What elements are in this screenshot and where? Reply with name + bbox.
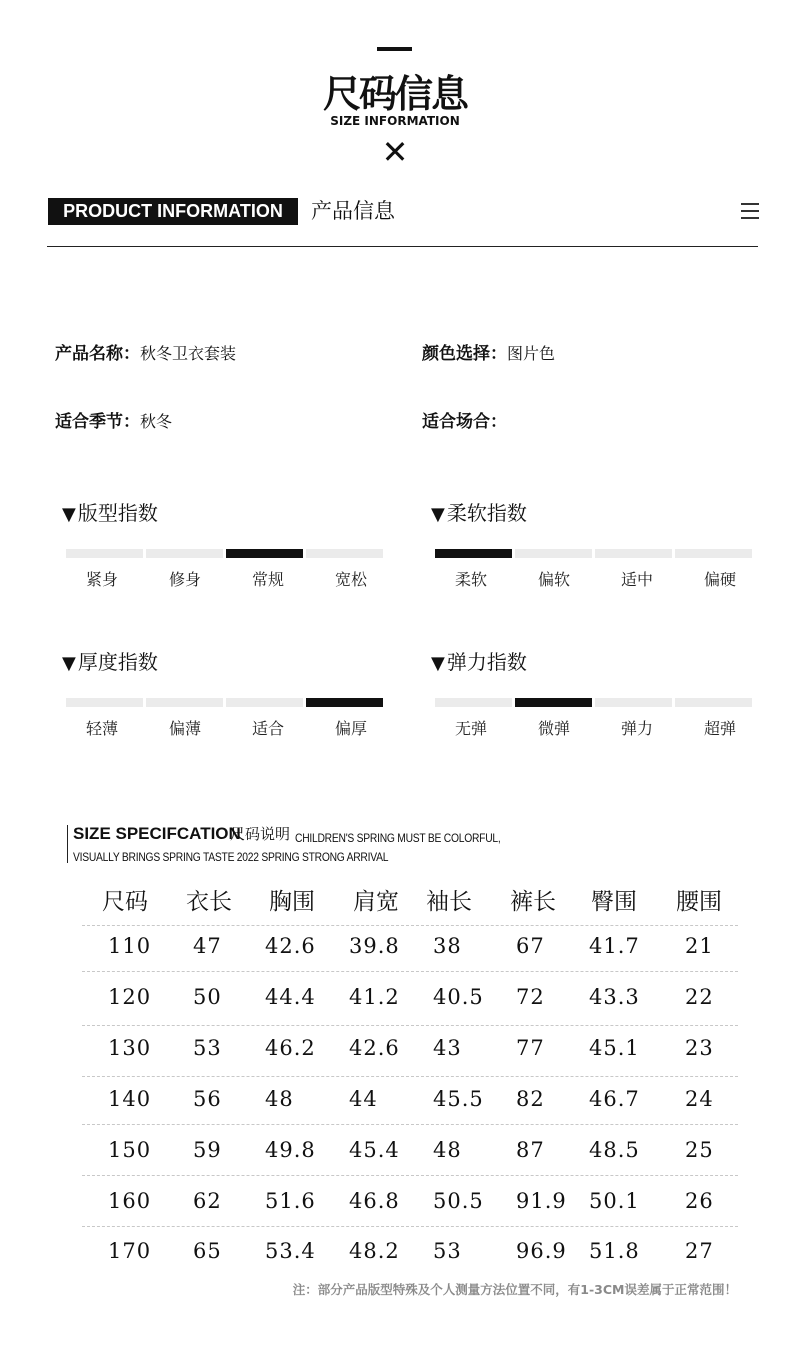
info-occasion (422, 410, 507, 434)
table-cell: 51.8 (589, 1239, 640, 1263)
spec-subtitle-line2: VISUALLY BRINGS SPRING TASTE 2022 SPRING STRONG ARRIVAL (73, 850, 389, 864)
scale-option-label: 微弹 (537, 719, 570, 738)
info-key: 颜色选择： (422, 344, 507, 364)
scale-softness (431, 499, 751, 589)
table-header-cell: 腰围 (676, 889, 722, 915)
scale-option-label: 适合 (251, 719, 284, 738)
table-cell: 41.2 (349, 985, 400, 1009)
scale-bar-segment (146, 698, 223, 707)
table-cell: 160 (108, 1189, 152, 1213)
scale-bar-segment (595, 549, 672, 558)
scale-option-label: 适中 (620, 570, 653, 589)
table-cell: 27 (685, 1239, 714, 1263)
table-cell: 53.4 (265, 1239, 316, 1263)
scale-option-label: 紧身 (85, 570, 118, 589)
table-cell: 62 (193, 1189, 222, 1213)
table-cell: 150 (108, 1138, 152, 1162)
scale-bar-segment (515, 698, 592, 707)
spec-subtitle-line1: CHILDREN'S SPRING MUST BE COLORFUL, (295, 831, 501, 845)
table-cell: 50.1 (589, 1189, 640, 1213)
table-cell: 49.8 (265, 1138, 316, 1162)
scale-option-label: 无弹 (454, 719, 487, 738)
page-title: 尺码信息 (322, 72, 467, 116)
table-cell: 44 (349, 1087, 378, 1111)
table-cell: 40.5 (433, 985, 484, 1009)
table-cell: 65 (193, 1239, 222, 1263)
scale-option-label: 柔软 (454, 570, 487, 589)
scale-bar-segment (306, 549, 383, 558)
scale-labels (62, 718, 382, 740)
table-cell: 56 (193, 1087, 222, 1111)
table-cell: 21 (685, 934, 714, 958)
table-row-separator (82, 1076, 738, 1077)
table-cell: 170 (108, 1239, 152, 1263)
info-value: 图片色 (507, 344, 556, 363)
table-cell: 91.9 (516, 1189, 567, 1213)
scale-title: ▼ 版型指数 (62, 501, 158, 525)
table-cell: 38 (433, 934, 462, 958)
table-header-cell: 衣长 (186, 889, 232, 915)
scale-option-label: 偏薄 (168, 719, 201, 738)
table-cell: 42.6 (265, 934, 316, 958)
table-cell: 130 (108, 1036, 152, 1060)
table-cell: 24 (685, 1087, 714, 1111)
triangle-down-icon: ▼ (431, 504, 445, 525)
scale-bar-segment (226, 549, 303, 558)
scale-option-label: 修身 (168, 570, 201, 589)
table-cell: 26 (685, 1189, 714, 1213)
table-header-cell: 胸围 (269, 889, 315, 915)
scale-bars (62, 549, 382, 559)
table-cell: 46.2 (265, 1036, 316, 1060)
table-cell: 67 (516, 934, 545, 958)
table-cell: 44.4 (265, 985, 316, 1009)
section-divider (47, 246, 758, 247)
product-information-label: PRODUCT INFORMATION (48, 198, 298, 225)
scale-option-label: 偏软 (537, 570, 570, 589)
scale-bars (62, 698, 382, 708)
scale-option-label: 偏厚 (334, 719, 367, 738)
menu-icon (741, 203, 759, 218)
table-cell: 110 (108, 934, 152, 958)
scale-bar-segment (435, 698, 512, 707)
table-cell: 48 (433, 1138, 462, 1162)
scale-thickness (62, 648, 382, 738)
table-header-cell: 尺码 (102, 889, 148, 915)
scale-title: ▼ 弹力指数 (431, 650, 527, 674)
info-value: 秋冬 (140, 412, 173, 431)
table-cell: 45.4 (349, 1138, 400, 1162)
table-cell: 43.3 (589, 985, 640, 1009)
spec-title-cn: 尺码说明 (230, 825, 291, 843)
close-icon: ✕ (381, 133, 409, 171)
info-key: 产品名称： (55, 344, 140, 364)
table-cell: 43 (433, 1036, 462, 1060)
table-cell: 39.8 (349, 934, 400, 958)
scale-bar-segment (675, 698, 752, 707)
table-cell: 53 (433, 1239, 462, 1263)
table-cell: 82 (516, 1087, 545, 1111)
table-cell: 72 (516, 985, 545, 1009)
product-information-label-cn: 产品信息 (311, 199, 395, 223)
scale-bar-segment (515, 549, 592, 558)
table-cell: 41.7 (589, 934, 640, 958)
table-header-cell: 裤长 (510, 889, 556, 915)
info-key: 适合季节： (55, 412, 140, 432)
spec-accent-line (67, 825, 68, 863)
scale-labels (62, 569, 382, 591)
info-value: 秋冬卫衣套装 (140, 344, 237, 363)
table-header-cell: 肩宽 (353, 889, 399, 915)
table-cell: 53 (193, 1036, 222, 1060)
triangle-down-icon: ▼ (62, 653, 76, 674)
table-cell: 87 (516, 1138, 545, 1162)
scale-labels (431, 718, 751, 740)
table-cell: 22 (685, 985, 714, 1009)
triangle-down-icon: ▼ (62, 504, 76, 525)
scale-title: ▼ 厚度指数 (62, 650, 158, 674)
triangle-down-icon: ▼ (431, 653, 445, 674)
table-row-separator (82, 971, 738, 972)
table-cell: 46.8 (349, 1189, 400, 1213)
table-cell: 45.1 (589, 1036, 640, 1060)
table-cell: 140 (108, 1087, 152, 1111)
table-cell: 48.2 (349, 1239, 400, 1263)
table-cell: 47 (193, 934, 222, 958)
scale-labels (431, 569, 751, 591)
table-cell: 42.6 (349, 1036, 400, 1060)
table-header-cell: 袖长 (426, 889, 472, 915)
table-cell: 77 (516, 1036, 545, 1060)
table-cell: 48 (265, 1087, 294, 1111)
table-cell: 48.5 (589, 1138, 640, 1162)
info-color (422, 342, 555, 366)
scale-bar-segment (595, 698, 672, 707)
scale-option-label: 常规 (251, 570, 284, 589)
page-subtitle: SIZE INFORMATION (330, 114, 460, 128)
table-cell: 45.5 (433, 1087, 484, 1111)
scale-bar-segment (226, 698, 303, 707)
table-cell: 23 (685, 1036, 714, 1060)
scale-bar-segment (66, 549, 143, 558)
scale-bars (431, 698, 751, 708)
table-cell: 46.7 (589, 1087, 640, 1111)
scale-bars (431, 549, 751, 559)
scale-option-label: 轻薄 (85, 719, 118, 738)
scale-bar-segment (146, 549, 223, 558)
table-cell: 59 (193, 1138, 222, 1162)
table-row-separator (82, 1175, 738, 1176)
scale-title: ▼ 柔软指数 (431, 501, 527, 525)
scale-bar-segment (66, 698, 143, 707)
table-header-cell: 臀围 (591, 889, 637, 915)
info-season (55, 410, 172, 434)
spec-title-en: SIZE SPECIFCATION (73, 824, 241, 843)
scale-option-label: 弹力 (620, 719, 653, 738)
scale-option-label: 宽松 (334, 570, 367, 589)
scale-bar-segment (306, 698, 383, 707)
info-product-name (55, 342, 236, 366)
scale-bar-segment (675, 549, 752, 558)
scale-bar-segment (435, 549, 512, 558)
scale-fit (62, 499, 382, 589)
table-cell: 51.6 (265, 1189, 316, 1213)
table-cell: 120 (108, 985, 152, 1009)
info-key: 适合场合： (422, 412, 507, 432)
scale-option-label: 超弹 (703, 719, 736, 738)
table-row-separator (82, 1124, 738, 1125)
scale-elasticity (431, 648, 751, 738)
top-accent-bar (377, 47, 412, 51)
table-cell: 50 (193, 985, 222, 1009)
table-row-separator (82, 1025, 738, 1026)
footnote: 注：部分产品版型特殊及个人测量方法位置不同，有1-3CM误差属于正常范围！ (292, 1282, 737, 1297)
scale-option-label: 偏硬 (703, 570, 736, 589)
table-cell: 96.9 (516, 1239, 567, 1263)
table-cell: 50.5 (433, 1189, 484, 1213)
table-cell: 25 (685, 1138, 714, 1162)
table-row-separator (82, 1226, 738, 1227)
